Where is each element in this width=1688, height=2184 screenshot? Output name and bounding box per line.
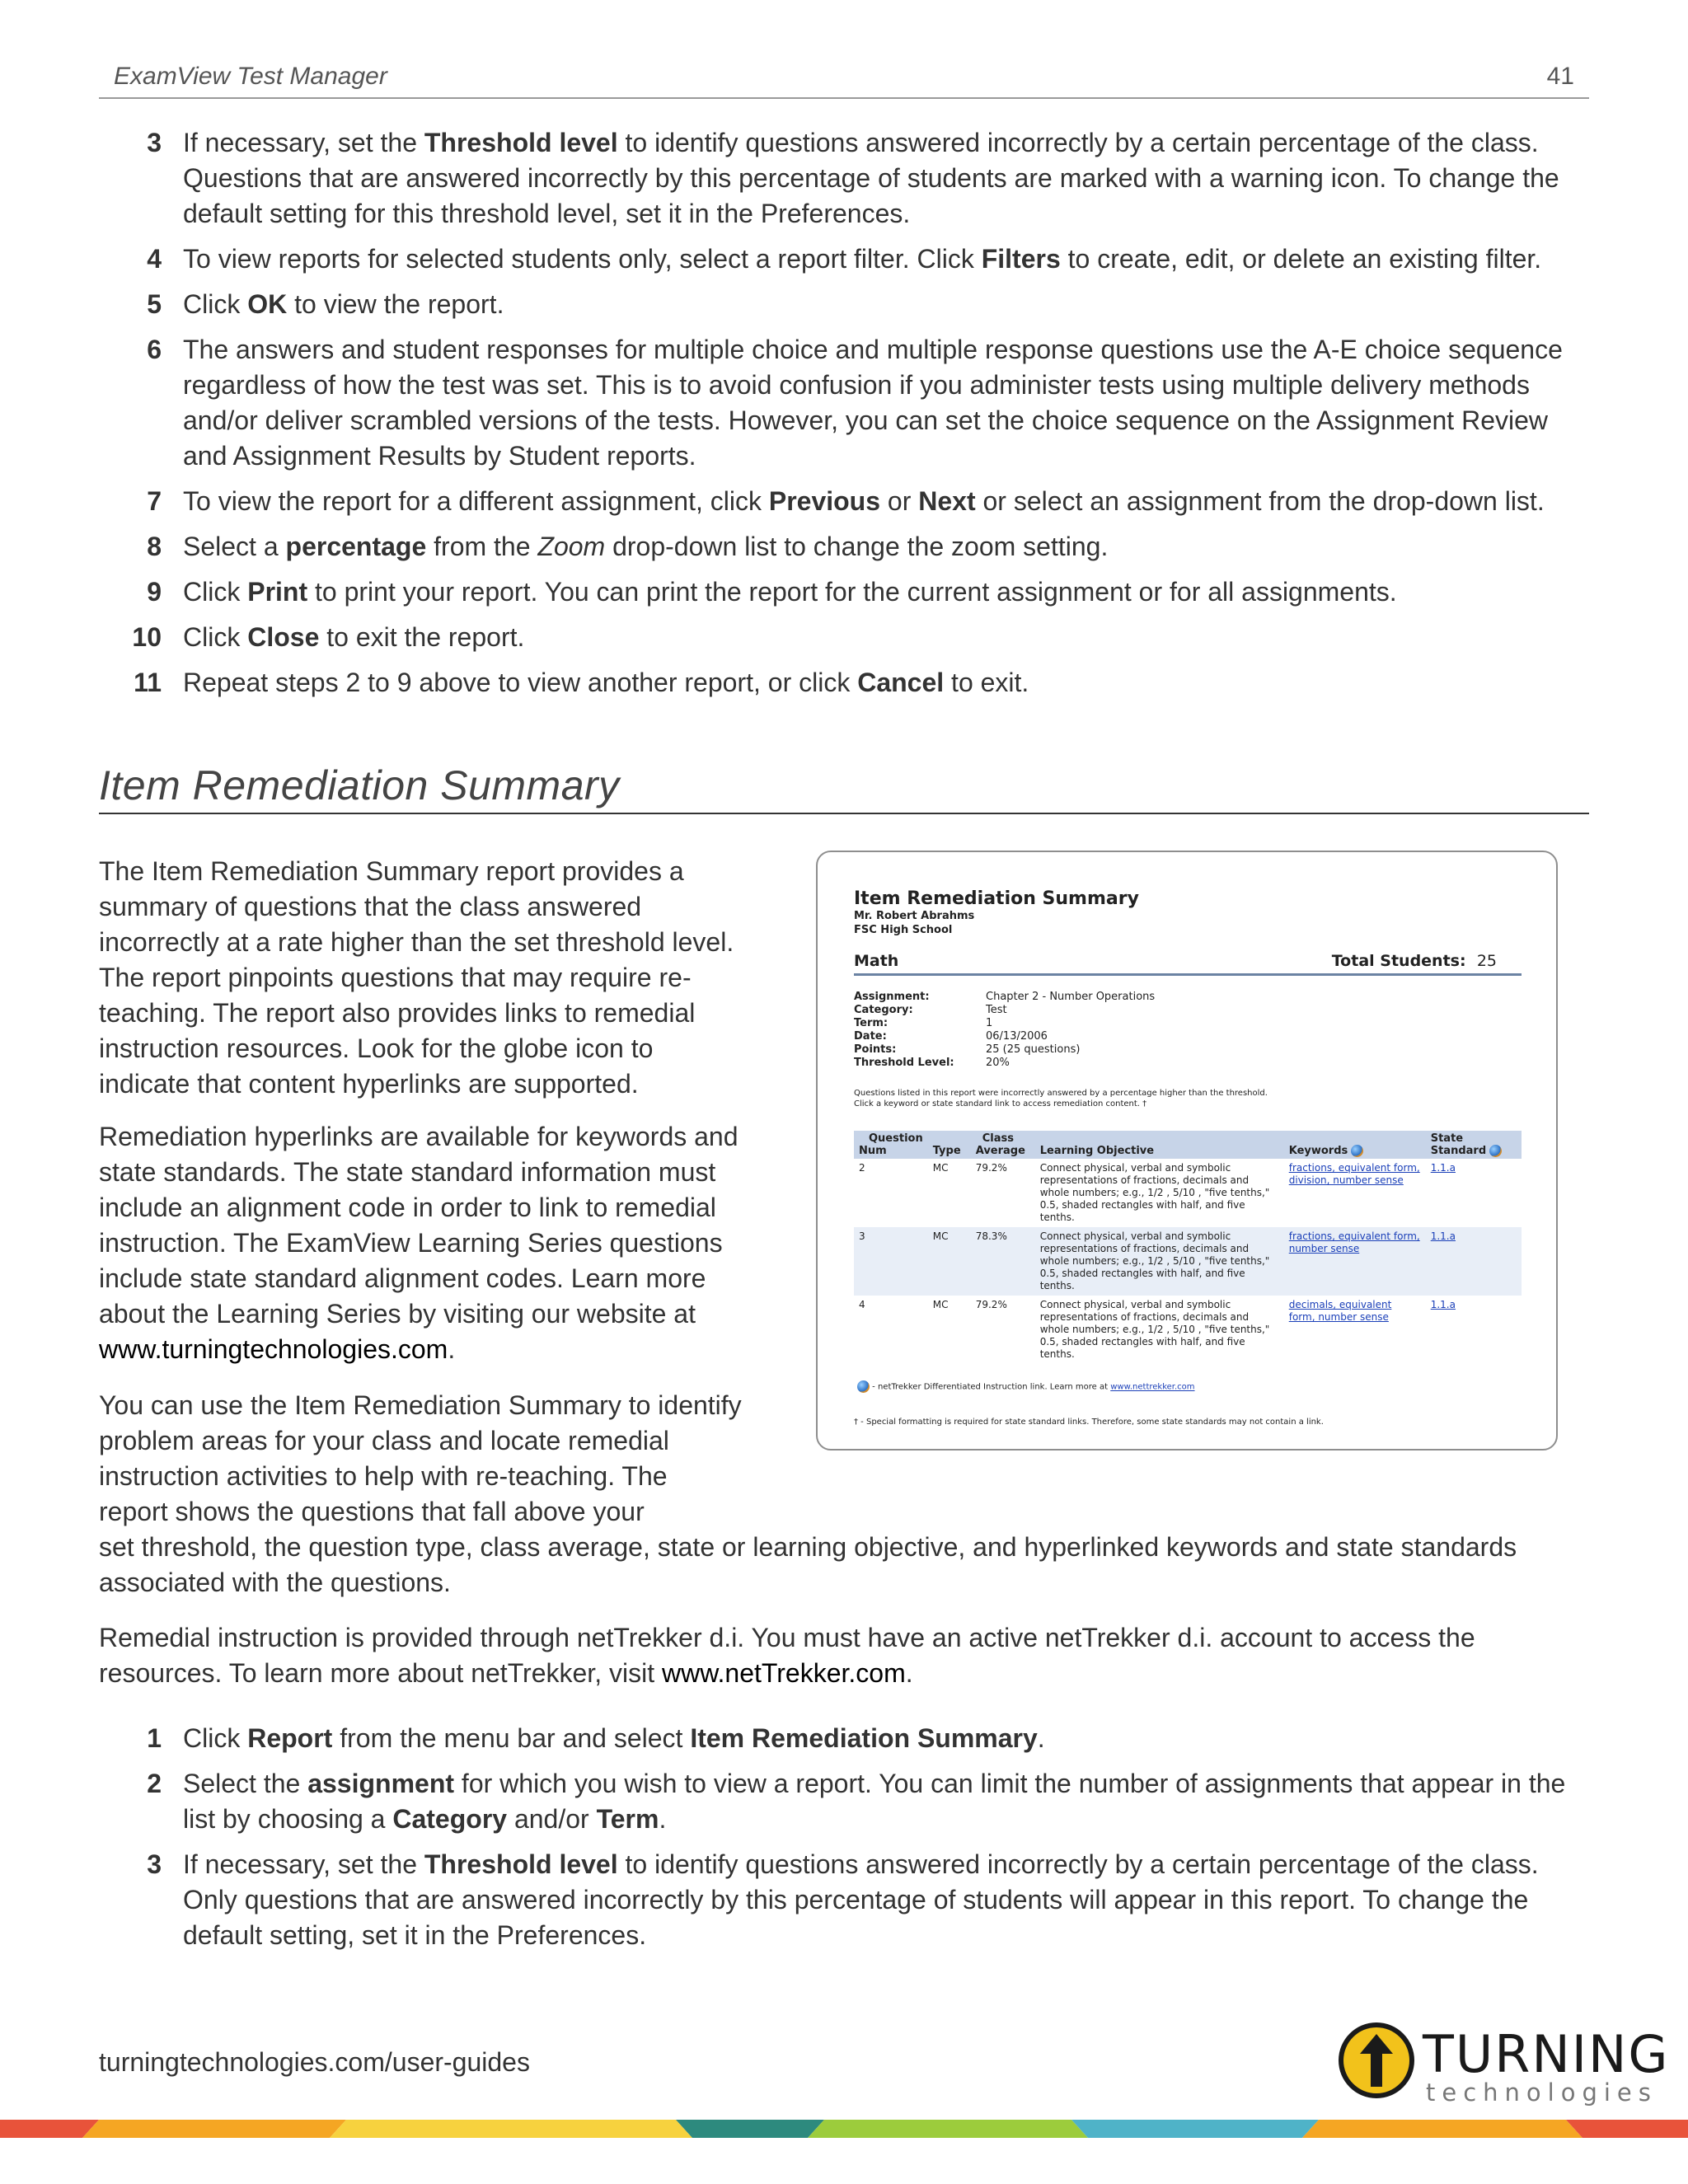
page-header [99, 63, 1589, 99]
keyword-links[interactable]: decimals, equivalent form, number sense [1288, 1299, 1392, 1323]
table-row: 2 MC 79.2% Connect physical, verbal and symbolic representations of fractions, decimals and whole numbers; e.g., 1/2 , 5/10 , "five tenths," 0.5, shaded rectangles with half, and five tenths. fractions, equivalent form, division, number sense 1.1.a [854, 1159, 1522, 1227]
page-number: 41 [1546, 63, 1574, 90]
logo-text-sub: technologies [1426, 2079, 1658, 2107]
logo-text-main: TURNING [1423, 2024, 1670, 2084]
list-item: 4 To view reports for selected students only, select a report filter. Click Filters to create, edit, or delete an existing filter. [147, 244, 1542, 274]
list-item: 7 To view the report for a different assignment, click Previous or Next or select an assignment from the drop-down list. [147, 486, 1545, 516]
paragraph-intro: The Item Remediation Summary report provides a summary of questions that the class answered incorrectly at a rate higher than the set threshold level. The report pinpoints questions that may require re-teaching. The report also provides links to remedial instruction resources. Look for the globe icon to indicate that content hyperlinks are supported. [99, 856, 734, 1099]
paragraph-usage: You can use the Item Remediation Summary to identify problem areas for your class and locate remedial instruction activities to help with re-teaching. The report shows the questions that fall above your [99, 1390, 742, 1526]
keyword-links[interactable]: fractions, equivalent form, number sense [1284, 1227, 1426, 1296]
report-title: Item Remediation Summary [854, 888, 1139, 909]
paragraph-hyperlinks: Remediation hyperlinks are available for keywords and state standards. The state standard information must include an alignment code in order to link to remedial instruction. The ExamView Learning Series questions include state standard alignment codes. Learn more about the Learning Series by visiting our website at www.turningtechnologies.com. [99, 1122, 738, 1364]
turning-link[interactable]: www.turningtechnologies.com [99, 1334, 448, 1364]
report-figure [816, 851, 1558, 1451]
turning-logo [1335, 2011, 1670, 2110]
teacher-name: Mr. Robert Abrahms [854, 910, 975, 922]
nettrekker-link[interactable]: www.netTrekker.com [661, 1658, 906, 1688]
globe-icon [857, 1380, 870, 1393]
list-item: 9 Click Print to print your report. You can print the report for the current assignment or for all assignments. [147, 577, 1397, 607]
section-title: Item Remediation Summary [99, 765, 1589, 814]
list-item: 6 The answers and student responses for multiple choice and multiple response questions use the A-E choice sequence regardless of how the test was set. This is to avoid confusion if you administer tests using multiple delivery methods and/or deliver scrambled versions of the tests. However, you can set the choice sequence on the Assignment Review and Assignment Results by Student reports. [147, 335, 1563, 471]
report-footnote-2: † - Special formatting is required for state standard links. Therefore, some state standards may not contain a link. [854, 1417, 1324, 1427]
table-row: 3 MC 78.3% Connect physical, verbal and symbolic representations of fractions, decimals and whole numbers; e.g., 1/2 , 5/10 , "five tenths," 0.5, shaded rectangles with half, and five tenths. fractions, equivalent form, number sense 1.1.a [854, 1227, 1522, 1296]
paragraph-nettrekker: Remedial instruction is provided through netTrekker d.i. You must have an active netTrekker d.i. account to access the resources. To learn more about netTrekker, visit www.netTrekker.com. [99, 1623, 1475, 1688]
state-standard-link[interactable]: 1.1.a [1426, 1227, 1522, 1296]
steps-list-bottom [122, 1721, 1589, 1963]
globe-icon [1489, 1145, 1502, 1157]
assignment-info: Assignment: Chapter 2 - Number Operations Category: Test Term: 1 Date: 06/13/2006 Points: 25 (25 questions) Threshold Level: 20% [854, 991, 1156, 1069]
report-footnote: - netTrekker Differentiated Instruction link. Learn more at www.nettrekker.com [854, 1380, 1522, 1394]
list-item: 3 If necessary, set the Threshold level to identify questions answered incorrectly by a certain percentage of the class. Only questions that are answered incorrectly by this percentage of students will appear in this report. To change the default setting, set it in the Preferences. [147, 1849, 1539, 1950]
subject-bar: Math Total Students: 25 [854, 952, 1522, 976]
list-item: 5 Click OK to view the report. [147, 289, 504, 319]
list-item: 2 Select the assignment for which you wish to view a report. You can limit the number of assignments that appear in the list by choosing a Category and/or Term. [147, 1769, 1566, 1834]
remediation-table: Question Num Type Class Average Learning Objective Keywords State Standard 2 MC 79.2% Connect physical, verbal and symbolic representations of fractions, decimals and whole numbers; e.g., 1/2 , 5/10 , "five tenths," 0.5, shaded rectangles with half, and five tenths. fractions, equivalent form, division, number sense 1.1.a 3 MC 78.3% Connect physical, verbal and symbolic representations of fractions, decimals and whole numbers; e.g., 1/2 , 5/10 , "five tenths," 0.5, shaded rectangles with half, and five tenths. fractions, equivalent form, number sense 1.1.a 4 MC 79.2% Connect physical, verbal and symbolic representations of fractions, decimals and whole numbers; e.g., 1/2 , 5/10 , "five tenths," 0.5, shaded rectangles with half, and five tenths. decimals, equivalent form, number sense 1.1.a [854, 1131, 1522, 1364]
state-standard-link[interactable]: 1.1.a [1430, 1162, 1456, 1174]
list-item: 11 Repeat steps 2 to 9 above to view another report, or click Cancel to exit. [134, 668, 1029, 697]
report-note: Questions listed in this report were incorrectly answered by a percentage higher than the threshold. Click a keyword or state standard link to access remediation content. † [854, 1089, 1268, 1108]
list-item: 8 Select a percentage from the Zoom drop-down list to change the zoom setting. [147, 532, 1109, 561]
footer-stripe [0, 2115, 1688, 2138]
list-item: 10 Click Close to exit the report. [132, 622, 525, 652]
footer-url[interactable]: turningtechnologies.com/user-guides [99, 2047, 530, 2077]
list-item: 1 Click Report from the menu bar and select Item Remediation Summary. [147, 1723, 1045, 1753]
header-title: ExamView Test Manager [114, 63, 387, 90]
list-item: 3 If necessary, set the Threshold level to identify questions answered incorrectly by a certain percentage of the class. Questions that are answered incorrectly by this percentage of students are marked with a warning icon. To change the default setting for this threshold level, set it in the Preferences. [147, 128, 1559, 228]
turning-logo-icon [1335, 2019, 1418, 2102]
table-row: 4 MC 79.2% Connect physical, verbal and symbolic representations of fractions, decimals and whole numbers; e.g., 1/2 , 5/10 , "five tenths," 0.5, shaded rectangles with half, and five tenths. decimals, equivalent form, number sense 1.1.a [854, 1296, 1522, 1364]
state-standard-link[interactable]: 1.1.a [1430, 1299, 1456, 1310]
nettrekker-figure-link[interactable]: www.nettrekker.com [1110, 1382, 1195, 1392]
globe-icon [1351, 1145, 1363, 1157]
school-name: FSC High School [854, 924, 953, 936]
paragraph-usage-cont: set threshold, the question type, class average, state or learning objective, and hyperlinked keywords and state standards associated with the questions. [99, 1532, 1517, 1597]
steps-list-top [122, 125, 1589, 710]
keyword-links[interactable]: fractions, equivalent form, division, number sense [1288, 1162, 1420, 1186]
